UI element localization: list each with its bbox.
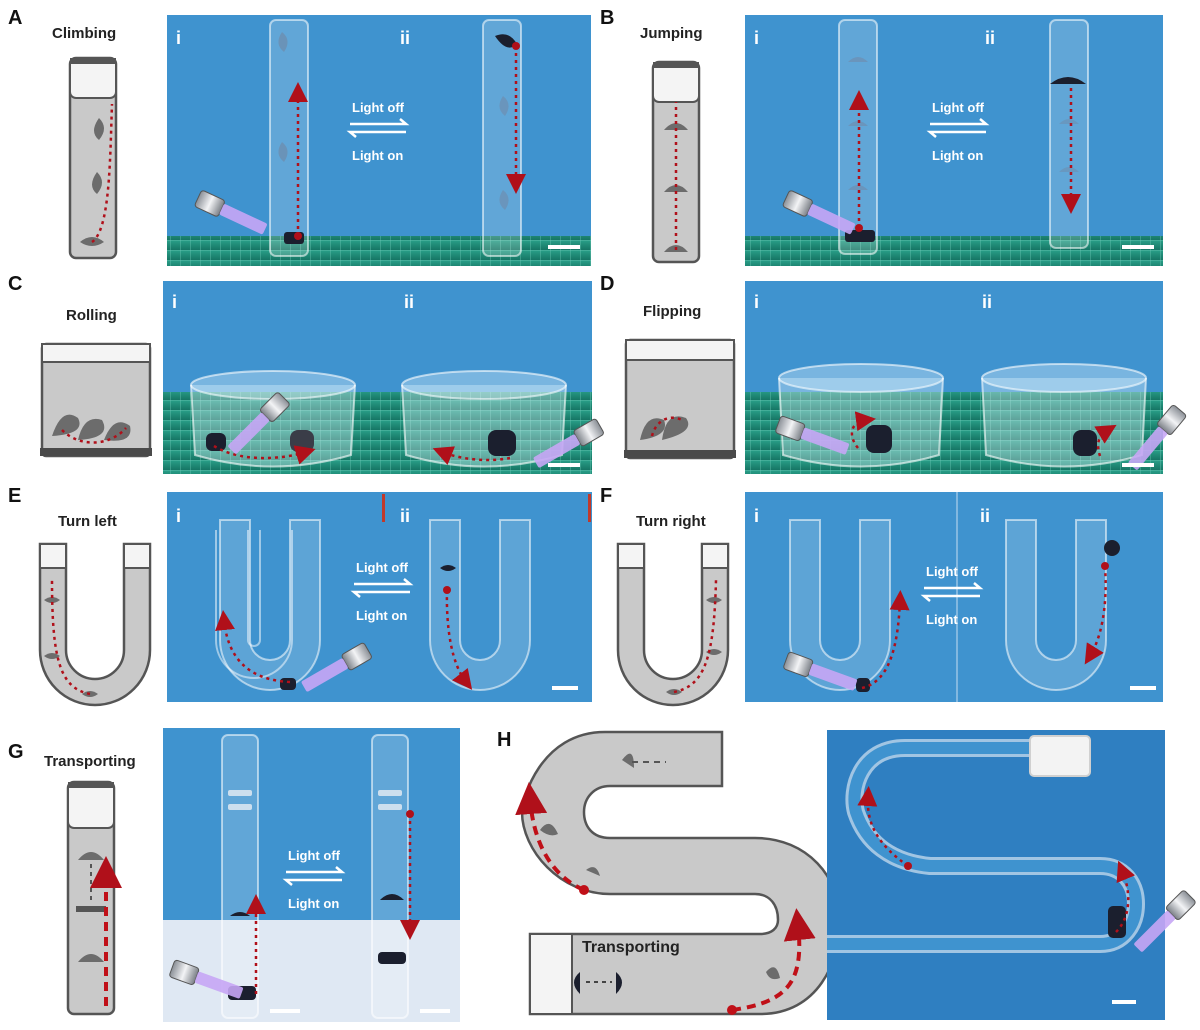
panel-d-photo [745,281,1187,474]
panel-f-light-off: Light off [926,564,978,579]
panel-h-letter: H [497,729,512,751]
panel-g [8,728,460,1022]
panel-d-letter: D [600,273,615,295]
panel-b-light-on: Light on [932,148,984,163]
panel-h [497,729,1196,1020]
panel-g-scale-bar-i [270,1009,300,1013]
panel-e-sub-ii: ii [400,506,411,526]
panel-e-scale-bar [552,686,578,690]
panel-b-sub-i: i [754,28,760,48]
panel-d-title: Flipping [643,303,702,320]
panel-b-sketch [653,62,699,262]
panel-g-light-off: Light off [288,848,340,863]
panel-e-letter: E [8,485,22,507]
panel-c-letter: C [8,273,23,295]
panel-e [8,485,592,705]
panel-h-photo [827,730,1196,1020]
panel-c-sub-ii: ii [404,292,415,312]
panel-g-photo [163,728,460,1022]
panel-c [8,273,605,474]
panel-f-letter: F [600,485,613,507]
panel-d [600,273,1187,474]
panel-c-scale-bar [548,463,580,467]
panel-d-sub-ii: ii [982,292,993,312]
panel-c-title: Rolling [66,307,117,324]
panel-d-sub-i: i [754,292,760,312]
panel-a-letter: A [8,7,23,29]
panel-d-sketch [624,340,736,458]
panel-e-light-off: Light off [356,560,408,575]
panel-h-title: Transporting [582,939,680,956]
panel-a-sub-i: i [176,28,182,48]
panel-e-sub-i: i [176,506,182,526]
panel-g-light-on: Light on [288,896,340,911]
panel-b-sub-ii: ii [985,28,996,48]
panel-a-scale-bar [548,245,580,249]
panel-e-sketch [40,544,150,705]
panel-f-sub-i: i [754,506,760,526]
panel-b-light-off: Light off [932,100,984,115]
panel-g-letter: G [8,741,24,763]
panel-f-sketch [618,544,728,705]
panel-h-sketch [522,732,840,1015]
panel-g-sketch [68,782,114,1014]
panel-b-letter: B [600,7,615,29]
panel-a-title: Climbing [52,25,117,42]
panel-a [8,7,591,266]
panel-f-photo [745,492,1163,702]
panel-b-title: Jumping [640,25,703,42]
panel-f-title: Turn right [636,513,706,530]
panel-f-sub-ii: ii [980,506,991,526]
panel-f-light-on: Light on [926,612,978,627]
panel-h-cap [1030,736,1090,776]
panel-a-sketch [70,58,116,258]
panel-c-sub-i: i [172,292,178,312]
panel-g-title: Transporting [44,753,136,770]
panel-a-sub-ii: ii [400,28,411,48]
panel-e-light-on: Light on [356,608,408,623]
panel-h-scale-bar [1112,1000,1136,1004]
panel-c-photo [163,281,605,474]
panel-g-scale-bar-ii [420,1009,450,1013]
panel-f-scale-bar [1130,686,1156,690]
panel-b [600,7,1163,266]
panel-b-scale-bar [1122,245,1154,249]
panel-e-photo [167,492,592,702]
panel-e-title: Turn left [58,513,117,530]
panel-f [600,485,1163,705]
panel-d-scale-bar [1122,463,1154,467]
panel-a-light-off: Light off [352,100,404,115]
panel-b-photo [745,15,1163,266]
panel-a-photo [167,15,591,266]
panel-c-sketch [40,344,152,456]
panel-a-light-on: Light on [352,148,404,163]
